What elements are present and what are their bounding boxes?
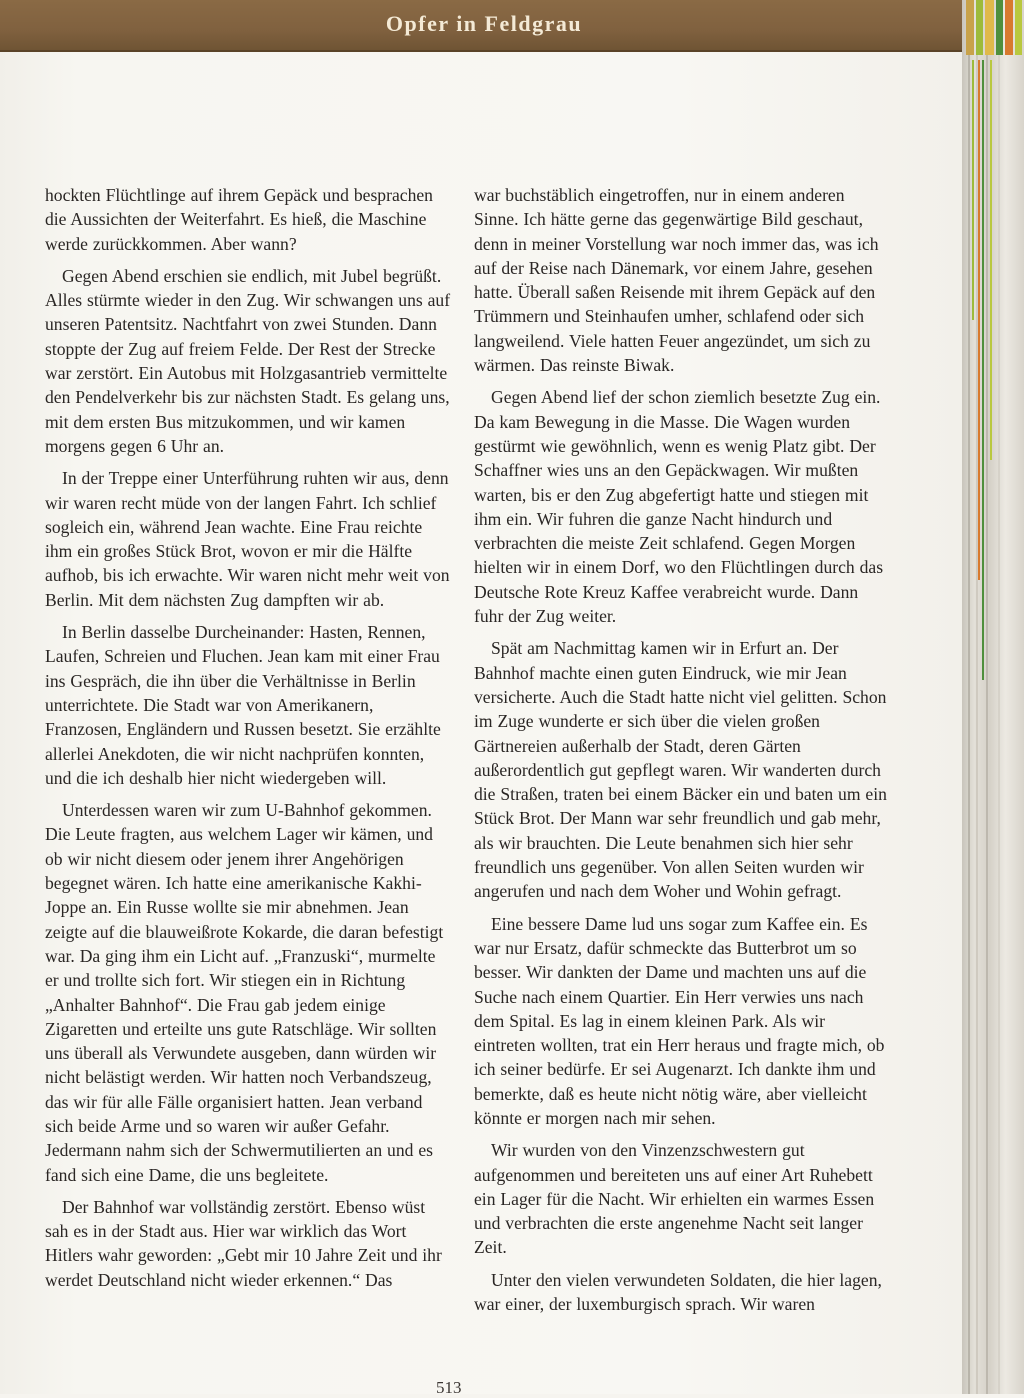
book-tab-markers — [962, 0, 1024, 60]
page-edge-line — [986, 0, 988, 1394]
book-tab — [1015, 0, 1022, 55]
book-tab — [1005, 0, 1013, 55]
paragraph: Wir wurden von den Vinzenzschwestern gut aufgenommen und bereiteten uns auf einer Art Ruhebett ein Lager für die Nacht. Wir erhielten ein warmes Essen und verbrachten die erste angenehme Nacht seit langer Zeit. — [474, 1140, 875, 1258]
running-header-title: Opfer in Feldgrau — [385, 11, 583, 36]
paragraph: Eine bessere Dame lud uns sogar zum Kaffee ein. Es war nur Ersatz, dafür schmeckte das Butterbrot um so besser. Wir dankten der Dame und machten uns auf die Suche nach einem Quartier. Ein Herr verwies uns nach dem Spital. Es lag in einem kleinen Park. Als wir eintreten wollten, trat ein Herr heraus und fragte mich, ob ich seiner bedürfe. Er sei Augenarzt. Ich dankte ihm und bemerkte, daß es heute nicht nötig wäre, aber vielleicht könnte er morgen nach mir sehen. — [474, 913, 885, 1128]
paragraph: Unterdessen waren wir zum U-Bahnhof gekommen. Die Leute fragten, aus welchem Lager wir kämen, und ob wir nicht diesem oder jenem ihrer Angehörigen begegnet wären. Ich hatte eine amerikanische Kakhi-Joppe an. Ein Russe wollte sie mir abnehmen. Jean zeigte auf die blauweißrote Kokarde, die daran befestigt war. Da ging ihm ein Licht auf. „Franzuski“, murmelte er und trollte sich fort. Wir stiegen ein in Richtung „Anhalter Bahnhof“. Die Frau gab jedem einige Zigaretten und erteilte uns gute Ratschläge. Wir sollten uns überall als Verwundete ausgeben, dann würden wir nicht belästigt werden. Wir hatten noch Verbandszeug, das wir für alle Fälle organisiert hatten. Jean verband sich beide Arme und so waren wir außer Gefahr. Jedermann nahm sich der Schwermutilierten an und es fand sich eine Dame, die uns begleitete. — [45, 800, 444, 1185]
running-header-bar — [0, 0, 968, 52]
paragraph: Gegen Abend erschien sie endlich, mit Jubel begrüßt. Alles stürmte wieder in den Zug. Wir schwangen uns auf unseren Patentsitz. Nachtfahrt von zwei Stunden. Dann stoppte der Zug auf freiem Felde. Der Rest der Strecke war zerstört. Ein Autobus mit Holzgasantrieb vermittelte den Pendelverkehr bis zur nächsten Stadt. Es gelang uns, mit dem ersten Bus mitzukommen, und wir kamen morgens gegen 6 Uhr an. — [45, 265, 451, 456]
color-edge-line — [972, 60, 974, 320]
color-edge-line — [990, 60, 992, 460]
paragraph: Spät am Nachmittag kamen wir in Erfurt an. Der Bahnhof machte einen guten Eindruck, wie mir Jean versicherte. Auch die Stadt hatte nicht viel gelitten. Schon im Zuge wunderte er sich über die vielen großen Gärtnereien außerhalb der Stadt, deren Gärten außerordentlich gut gepflegt waren. Wir wanderten durch die Straßen, traten bei einem Bäcker ein und baten um ein Stück Brot. Der Mann war sehr freundlich und gab mehr, als wir brauchten. Die Leute benahmen sich hier sehr freundlich uns gegenüber. Von allen Seiten wurden wir angerufen und nach dem Woher und Wohin gefragt. — [474, 638, 887, 902]
paragraph: In Berlin dasselbe Durcheinander: Hasten, Rennen, Laufen, Schreien und Fluchen. Jean kam mit einer Frau ins Gespräch, die ihn über die Verhältnisse in Berlin unterrichtete. Die Stadt war von Amerikanern, Franzosen, Engländern und Russen besetzt. Sie erzählte allerlei Anekdoten, die wir nicht nachprüfen konnten, und die ich deshalb hier nicht wiedergeben will. — [45, 622, 441, 788]
right-text-column — [474, 183, 890, 1324]
book-tab — [985, 0, 994, 55]
book-tab — [966, 0, 974, 55]
book-tab — [996, 0, 1003, 55]
page-number: 513 — [436, 1378, 462, 1397]
paragraph: Gegen Abend lief der schon ziemlich besetzte Zug ein. Da kam Bewegung in die Masse. Die Wagen wurden gestürmt wie gewöhnlich, wenn es wenig Platz gibt. Der Schaffner wies uns an den Gepäckwagen. Wir mußten warten, bis er den Zug abgefertigt hatte und stiegen mit ihm ein. Wir fuhren die ganze Nacht hindurch und verbrachten die meiste Zeit schlafend. Gegen Morgen hielten wir in einem Dorf, wo den Flüchtlingen durch das Deutsche Rote Kreuz Kaffee verabreicht wurde. Dann fuhr der Zug weiter. — [474, 387, 884, 627]
book-page-edges — [962, 0, 1024, 1394]
page-edge-line — [968, 0, 970, 1394]
color-edge-line — [982, 60, 984, 680]
paragraph: hockten Flüchtlinge auf ihrem Gepäck und besprachen die Aussichten der Weiterfahrt. Es hieß, die Maschine werde zurückkommen. Aber wann? — [45, 185, 433, 254]
paragraph: Unter den vielen verwundeten Soldaten, die hier lagen, war einer, der luxemburgisch sprach. Wir waren — [474, 1269, 882, 1315]
paragraph: In der Treppe einer Unterführung ruhten wir aus, denn wir waren recht müde von der langen Fahrt. Ich schlief sogleich ein, während Jean wachte. Eine Frau reichte ihm ein großes Stück Brot, wovon er mir die Hälfte aufhob, bis ich erwachte. Wir waren nicht mehr weit von Berlin. Mit dem nächsten Zug dampften wir ab. — [45, 468, 450, 610]
book-tab — [976, 0, 983, 55]
page-edge-line — [998, 0, 1000, 1394]
color-edge-line — [978, 60, 980, 580]
paragraph: war buchstäblich eingetroffen, nur in einem anderen Sinne. Ich hätte gerne das gegenwärtige Bild geschaut, denn in meiner Vorstellung war noch immer das, was ich auf der Reise nach Dänemark, vor einem Jahre, gesehen hatte. Überall saßen Reisende mit ihrem Gepäck auf den Trümmern und Steinhaufen umher, schlafend oder sich langweilend. Viele hatten Feuer angezündet, um sich zu wärmen. Das reinste Biwak. — [474, 185, 879, 376]
left-text-column — [45, 183, 453, 1300]
paragraph: Der Bahnhof war vollständig zerstört. Ebenso wüst sah es in der Stadt aus. Hier war wirklich das Wort Hitlers wahr geworden: „Gebt mir 10 Jahre Zeit und ihr werdet Deutschland nicht wieder erkennen.“ Das — [45, 1196, 442, 1290]
